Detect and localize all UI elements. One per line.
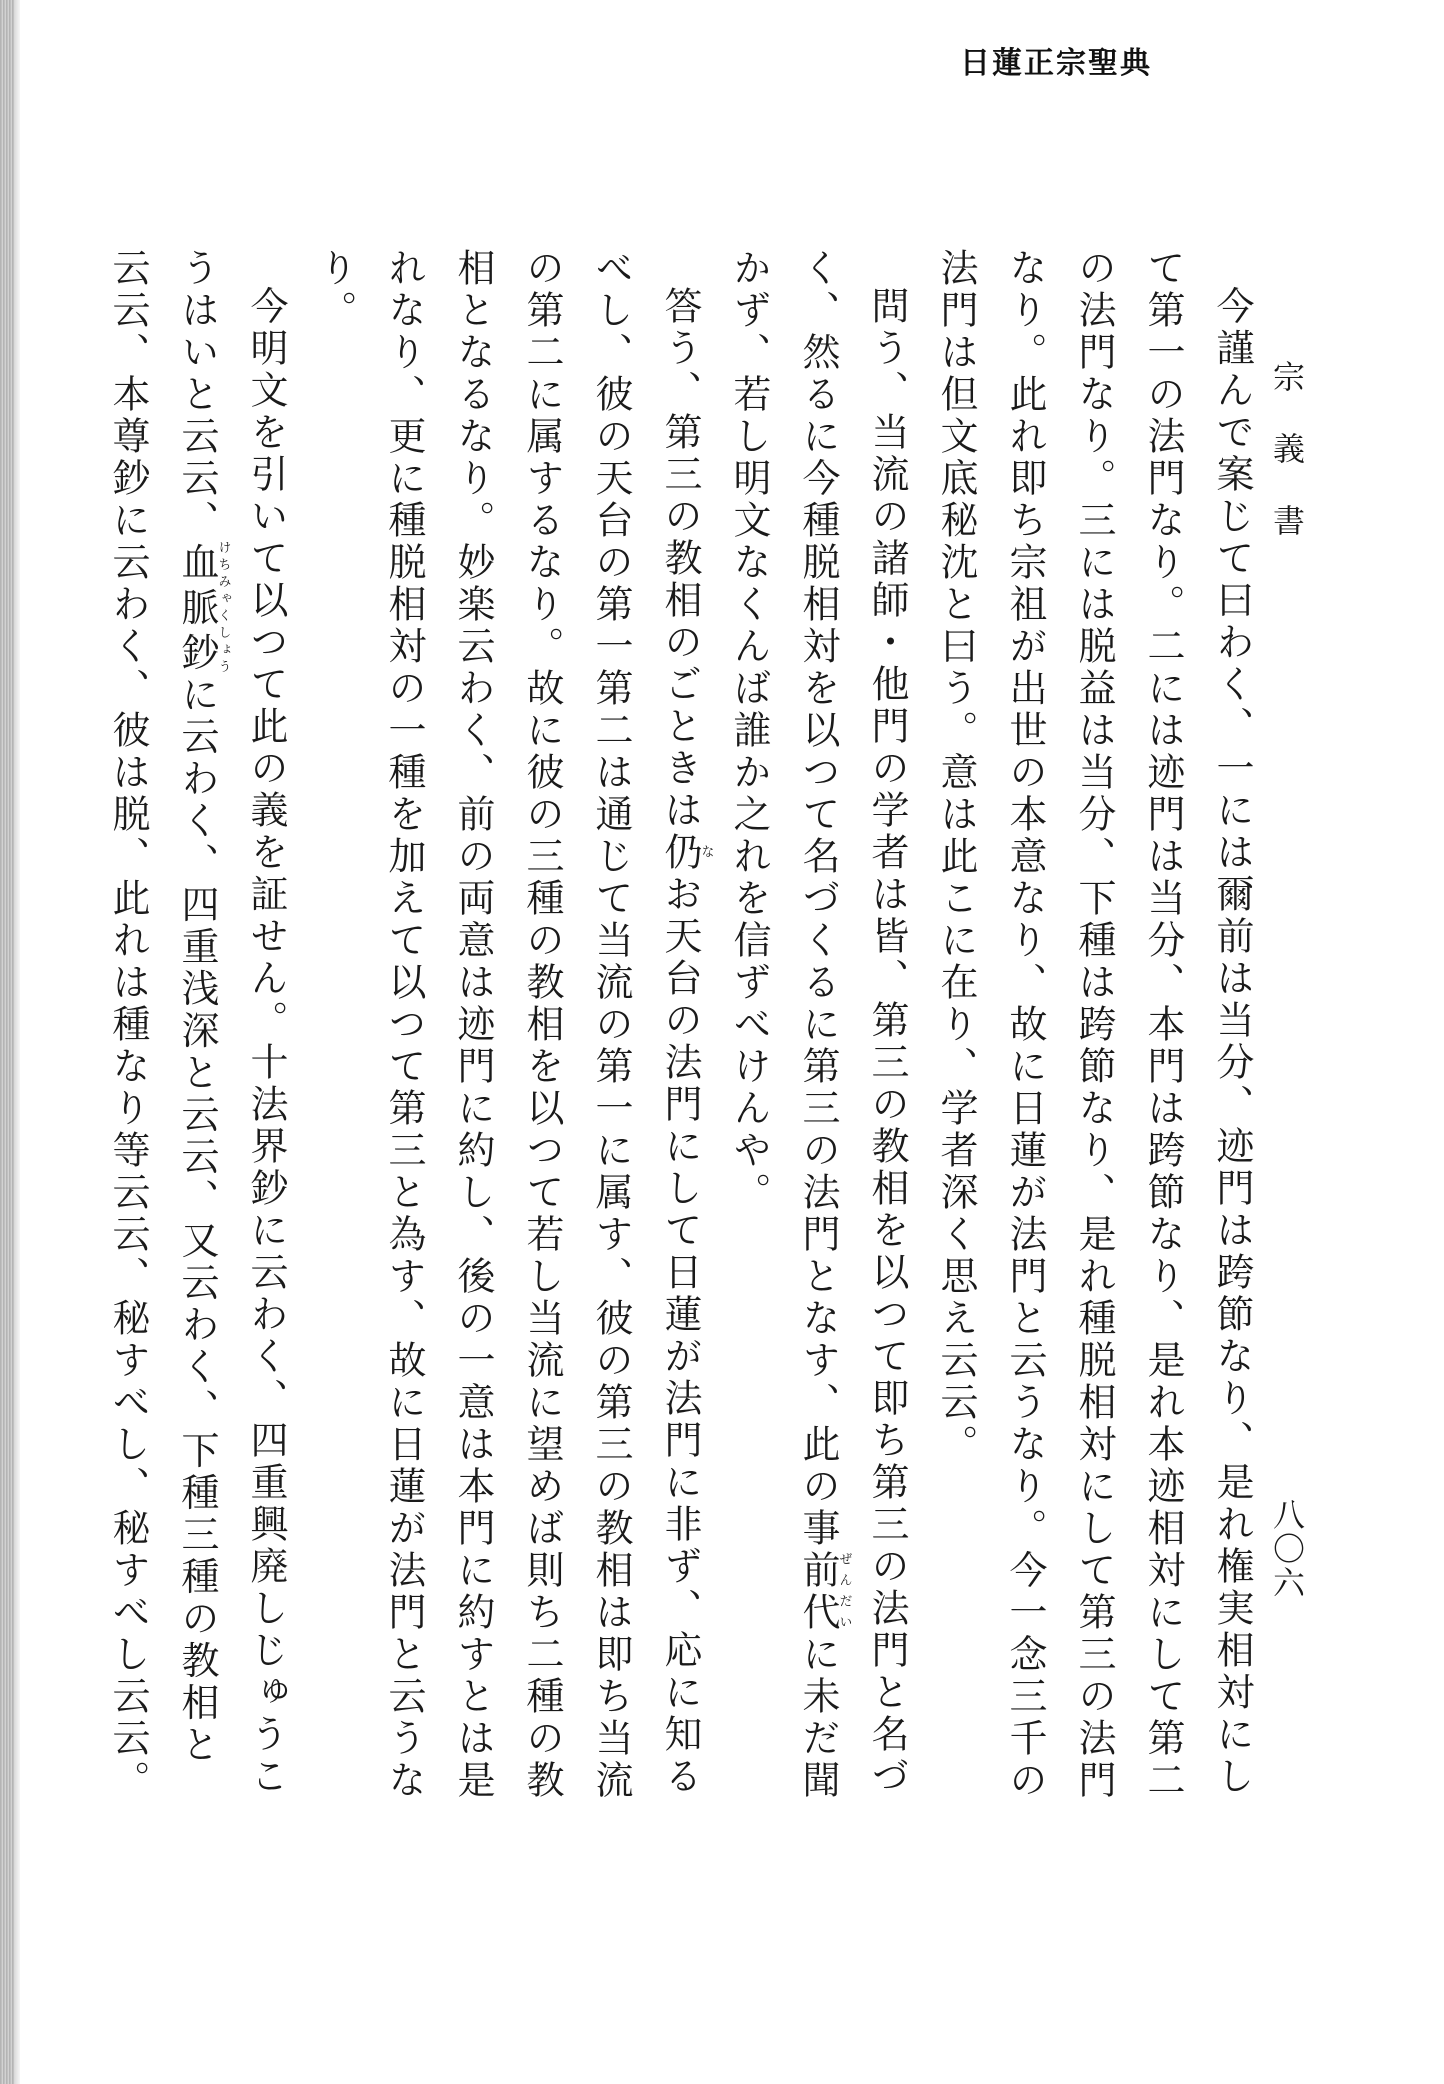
- paragraph: 答う、第三の教相のごときは仍なお天台の法門にして日蓮が法門に非ず、応に知るべし、彼の天台の第一第二は通じて当流の第一に属す、彼の第三の教相は即ち当流の第二に属するなり。故に彼の三種の教相を以つて若し当流に望めば則ち二種の教相となるなり。妙楽云わく、前の両意は迹門に約し、後の一意は本門に約すとは是れなり、更に種脱相対の一種を加えて以つて第三と為す、故に日蓮が法門と云うなり。: [313, 248, 714, 1802]
- paragraph: 今明文を引いて以つて此の義を証せん。十法界鈔に云わく、四重興廃しじゅうこうはいと云云、血脈鈔けちみゃくしょうに云わく、四重浅深と云云、又云わく、下種三種の教相と云云、本尊鈔に云わく、彼は脱、此れは種なり等云云、秘すべし、秘すべし云云。: [106, 248, 288, 1802]
- paragraph: 今謹んで案じて曰わく、一には爾前は当分、迹門は跨節なり、是れ権実相対にして第一の法門なり。二には迹門は当分、本門は跨節なり、是れ本迹相対にして第二の法門なり。三には脱益は当分、下種は跨節なり、是れ種脱相対にして第三の法門なり。此れ即ち宗祖が出世の本意なり、故に日蓮が法門と云うなり。今一念三千の法門は但文底秘沈と曰う。意は此こに在り、学者深く思え云云。: [934, 248, 1254, 1802]
- main-text: [93, 248, 1266, 1808]
- paragraph: 問う、当流の諸師・他門の学者は皆、第三の教相を以つて即ち第三の法門と名づく、然るに今種脱相対を以つて名づくるに第三の法門となす、此の事前代ぜんだいに未だ聞かず、若し明文なくんば誰か之れを信ずべけんや。: [727, 248, 909, 1802]
- furigana: 前代ぜんだい: [796, 1550, 852, 1634]
- book-gutter-shadow: [14, 0, 20, 2084]
- chapter-title: 宗義書: [1268, 360, 1306, 576]
- book-title: 日蓮正宗聖典: [960, 46, 1152, 81]
- book-binding-edge: [0, 0, 14, 2084]
- page-number: 八〇六: [1268, 1498, 1306, 1600]
- furigana: 仍な: [658, 832, 714, 874]
- furigana: 血脈鈔けちみゃくしょう: [175, 540, 231, 677]
